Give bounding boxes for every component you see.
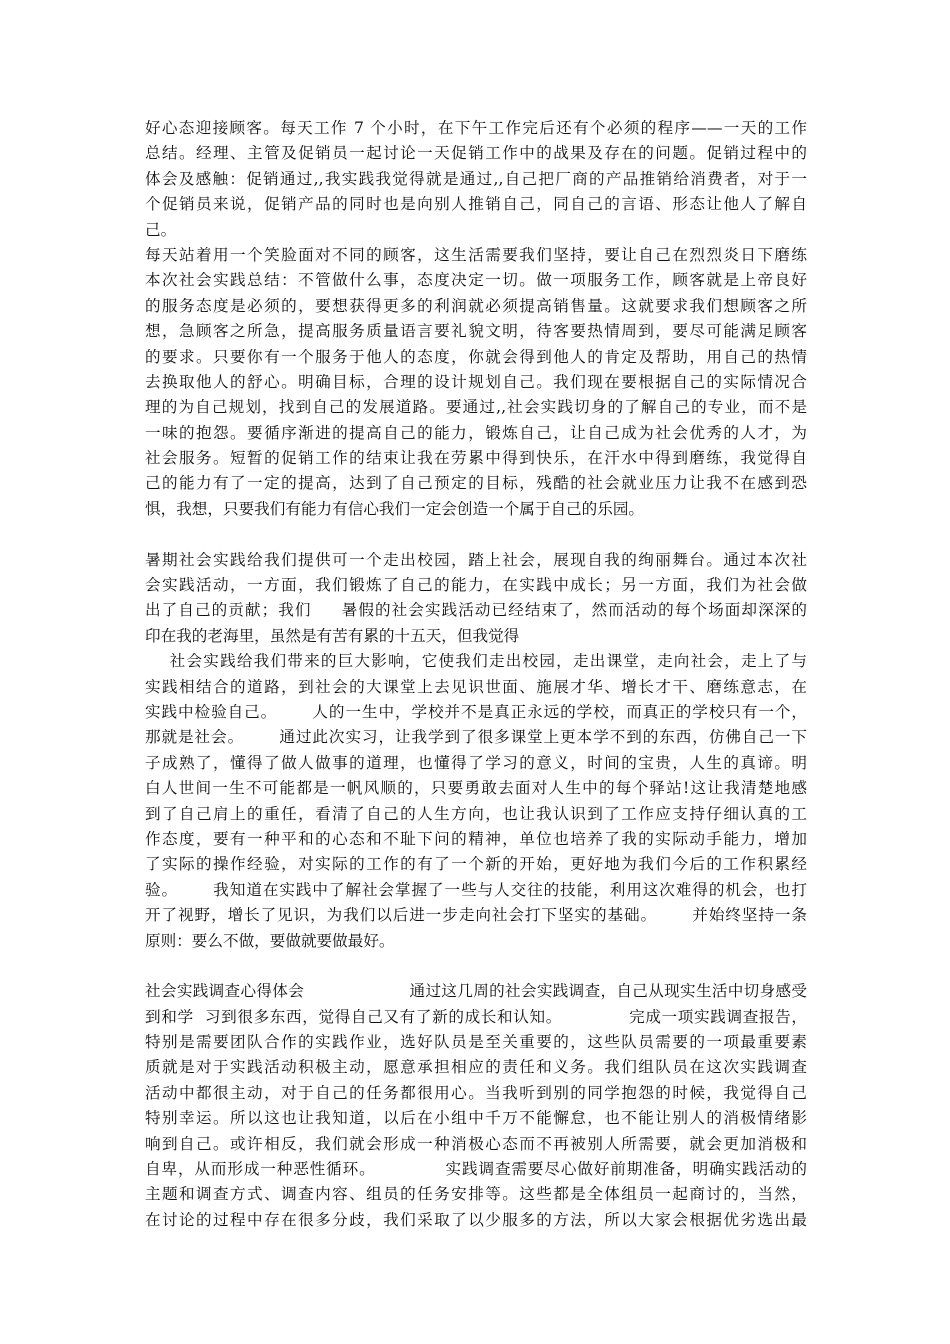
text-line: 惧，我想，只要我们有能力有信心我们一定会创造一个属于自己的乐园。 (145, 499, 645, 518)
paragraph (145, 243, 807, 522)
text-line: 实践中检验自己。 人的一生中，学校并不是真正永远的学校，而真正的学校只有一个， (145, 702, 807, 721)
text-line: 的要求。只要你有一个服务于他人的态度，你就会得到他人的肯定及帮助，用自己的热情 (145, 347, 807, 366)
text-line: 特别幸运。所以这也让我知道，以后在小组中千万不能懈怠，也不能让别人的消极情绪影 (145, 1109, 807, 1128)
text-line: 社会实践给我们带来的巨大影响，它使我们走出校园，走出课堂，走向社会，走上了与 (145, 652, 807, 671)
paragraph (145, 979, 807, 1233)
text-line: 那就是社会。 通过此次实习，让我学到了很多课堂上更本学不到的东西，仿佛自己一下 (145, 728, 807, 747)
paragraph (145, 116, 807, 243)
text-line: 理的为自己规划，找到自己的发展道路。要通过,,社会实践切身的了解自己的专业，而不是 (145, 398, 807, 417)
text-line: 原则：要么不做，要做就要做最好。 (145, 931, 395, 950)
text-line: 了实际的操作经验，对实际的工作的有了一个新的开始，更好地为我们今后的工作积累经 (145, 855, 807, 874)
text-line: 主题和调查方式、调查内容、组员的任务安排等。这些都是全体组员一起商讨的，当然， (145, 1185, 807, 1204)
text-line: 自卑，从而形成一种恶性循环。 实践调查需要尽心做好前期准备，明确实践活动的 (145, 1160, 807, 1179)
text-line: 响到自己。或许相反，我们就会形成一种消极心态而不再被别人所需要，就会更加消极和 (145, 1134, 807, 1153)
text-line: 暑期社会实践给我们提供可一个走出校园，踏上社会，展现自我的绚丽舞台。通过本次社 (145, 550, 807, 569)
text-line: 己。 (145, 220, 177, 239)
text-line: 特别是需要团队合作的实践作业，选好队员是至关重要的，这些队员需要的一项最重要素 (145, 1033, 807, 1052)
text-line: 社会服务。短暂的促销工作的结束让我在劳累中得到快乐，在汗水中得到磨练，我觉得自 (145, 449, 807, 468)
text-line: 社会实践调查心得体会 通过这几周的社会实践调查，自己从现实生活中切身感受 (145, 982, 807, 1001)
text-line: 会实践活动，一方面，我们锻炼了自己的能力，在实践中成长；另一方面，我们为社会做 (145, 576, 807, 595)
text-line: 每天站着用一个笑脸面对不同的顾客，这生活需要我们坚持，要让自己在烈烈炎日下磨练 (145, 245, 807, 264)
text-line: 实践相结合的道路，到社会的大课堂上去见识世面、施展才华、增长才干、磨练意志，在 (145, 677, 807, 696)
text-column (145, 116, 807, 1233)
paragraph (145, 548, 807, 650)
text-line: 验。 我知道在实践中了解社会掌握了一些与人交往的技能，利用这次难得的机会，也打 (145, 880, 807, 899)
text-line: 活动中都很主动，对于自己的任务都很用心。当我听到别的同学抱怨的时候，我觉得自己 (145, 1083, 807, 1102)
text-line: 一味的抱怨。要循序渐进的提高自己的能力，锻炼自己，让自己成为社会优秀的人才，为 (145, 423, 807, 442)
text-line: 出了自己的贡献；我们 暑假的社会实践活动已经结束了，然而活动的每个场面却深深的 (145, 601, 807, 620)
text-line: 去换取他人的舒心。明确目标，合理的设计规划自己。我们现在要根据自己的实际情况合 (145, 372, 807, 391)
text-line: 的服务态度是必须的，要想获得更多的利润就必须提高销售量。这就要求我们想顾客之所 (145, 296, 807, 315)
paragraph-gap (145, 954, 807, 979)
text-line: 质就是对于实践活动积极主动，愿意承担相应的责任和义务。我们组队员在这次实践调查 (145, 1058, 807, 1077)
text-line: 想，急顾客之所急，提高服务质量语言要礼貌文明，待客要热情周到，要尽可能满足顾客 (145, 322, 807, 341)
paragraph (145, 649, 807, 954)
text-line: 好心态迎接顾客。每天工作 7 个小时，在下午工作完后还有个必须的程序——一天的工作 (145, 119, 807, 137)
text-line: 作态度，要有一种平和的心态和不耻下问的精神，单位也培养了我的实际动手能力，增加 (145, 829, 807, 848)
text-line: 白人世间一生不可能都是一帆风顺的，只要勇敢去面对人生中的每个驿站!这让我清楚地感 (145, 779, 807, 798)
paragraph-gap (145, 522, 807, 547)
text-line: 己的能力有了一定的提高，达到了自己预定的目标，残酷的社会就业压力让我不在感到恐 (145, 474, 807, 493)
text-line: 本次社会实践总结：不管做什么事，态度决定一切。做一项服务工作，顾客就是上帝良好 (145, 271, 807, 290)
text-line: 开了视野，增长了见识，为我们以后进一步走向社会打下坚实的基础。 并始终坚持一条 (145, 906, 807, 925)
text-line: 到和学 习到很多东西，觉得自己又有了新的成长和认知。 完成一项实践调查报告， (145, 1007, 807, 1026)
text-line: 体会及感触：促销通过,,我实践我觉得就是通过,,自己把厂商的产品推销给消费者，对于一 (145, 169, 807, 188)
text-line: 印在我的老海里，虽然是有苦有累的十五天，但我觉得 (145, 626, 520, 645)
text-line: 在讨论的过程中存在很多分歧，我们采取了以少服多的方法，所以大家会根据优劣选出最 (145, 1210, 807, 1229)
text-line: 子成熟了，懂得了做人做事的道理，也懂得了学习的意义，时间的宝贵，人生的真谛。明 (145, 753, 807, 772)
text-line: 到了自己肩上的重任，看清了自己的人生方向，也让我认识到了工作应支持仔细认真的工 (145, 804, 807, 823)
text-line: 个促销员来说，促销产品的同时也是向别人推销自己，同自己的言语、形态让他人了解自 (145, 195, 807, 214)
text-line: 总结。经理、主管及促销员一起讨论一天促销工作中的战果及存在的问题。促销过程中的 (145, 144, 807, 163)
